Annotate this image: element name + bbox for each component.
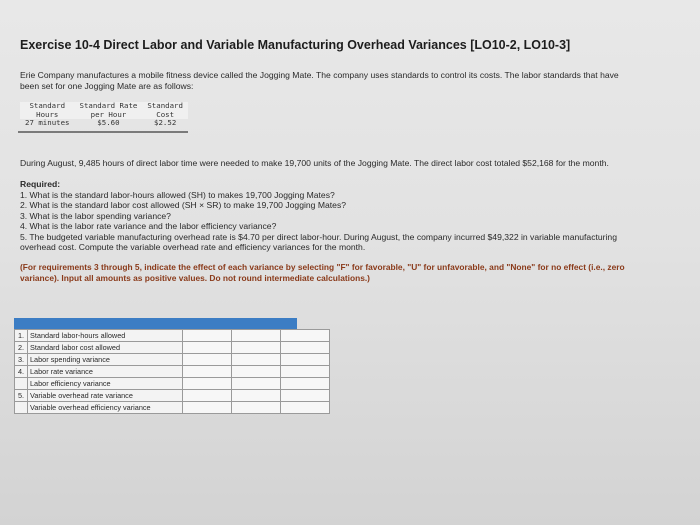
std-hours-value: 27 minutes bbox=[25, 118, 70, 127]
standards-table bbox=[20, 102, 188, 130]
row-number bbox=[15, 378, 28, 390]
std-header-hours-1: Standard bbox=[29, 101, 66, 110]
instruction-text: (For requirements 3 through 5, indicate the effect of each variance by selecting "F" for favorable, "U" for unfavorable, and "None" for no effect (i.e., zero variance). Input all amounts as positive values. Do not round intermediate calculations.) bbox=[20, 262, 625, 283]
requirement-item: 5. The budgeted variable manufacturing overhead rate is $4.70 per direct labor-hour. During August, the company incurred $49,322 in variable manufacturing overhead cost. Compute the variable overhead rate and efficiency variances for the month. bbox=[20, 231, 617, 253]
row-label: Labor efficiency variance bbox=[28, 378, 183, 390]
std-header-rate-2: per Hour bbox=[90, 109, 127, 119]
answer-table bbox=[14, 329, 330, 414]
effect-select[interactable] bbox=[232, 366, 281, 378]
effect-select[interactable] bbox=[232, 378, 281, 390]
extra-input[interactable] bbox=[281, 366, 330, 378]
intro-paragraph: Erie Company manufactures a mobile fitness device called the Jogging Mate. The company uses standards to control its costs. The labor standards that have been set for one Jogging Mate are as follows: bbox=[20, 70, 619, 91]
requirement-item: 4. What is the labor rate variance and the labor efficiency variance? bbox=[20, 221, 277, 232]
effect-select[interactable] bbox=[232, 354, 281, 366]
row-number: 5. bbox=[15, 390, 28, 402]
std-header-cost-2: Cost bbox=[156, 109, 175, 119]
table-row bbox=[15, 390, 330, 402]
effect-select[interactable] bbox=[232, 390, 281, 402]
table-row bbox=[15, 342, 330, 354]
std-cost-value: $2.52 bbox=[154, 118, 177, 127]
table-row bbox=[15, 366, 330, 378]
row-label: Labor rate variance bbox=[28, 366, 183, 378]
required-heading: Required: bbox=[20, 178, 61, 189]
amount-input[interactable] bbox=[183, 354, 232, 366]
extra-input[interactable] bbox=[281, 402, 330, 414]
row-number: 3. bbox=[15, 354, 28, 366]
august-paragraph: During August, 9,485 hours of direct labor time were needed to make 19,700 units of the Jogging Mate. The direct labor cost totaled $52,168 for the month. bbox=[20, 157, 609, 168]
extra-input[interactable] bbox=[281, 342, 330, 354]
row-number: 1. bbox=[15, 330, 28, 342]
standards-table-wrap bbox=[18, 102, 188, 133]
amount-input[interactable] bbox=[183, 330, 232, 342]
table-row bbox=[15, 330, 330, 342]
requirements-list bbox=[20, 190, 625, 254]
table-row bbox=[15, 354, 330, 366]
extra-input[interactable] bbox=[281, 390, 330, 402]
row-number: 4. bbox=[15, 366, 28, 378]
effect-select[interactable] bbox=[232, 342, 281, 354]
requirement-item: 3. What is the labor spending variance? bbox=[20, 210, 171, 221]
std-rate-value: $5.60 bbox=[97, 118, 120, 127]
amount-input[interactable] bbox=[183, 402, 232, 414]
amount-input[interactable] bbox=[183, 366, 232, 378]
row-number bbox=[15, 402, 28, 414]
row-label: Variable overhead efficiency variance bbox=[28, 402, 183, 414]
page-title: Exercise 10-4 Direct Labor and Variable Manufacturing Overhead Variances [LO10-2, LO10-3] bbox=[20, 38, 571, 52]
extra-input[interactable] bbox=[281, 330, 330, 342]
exercise-page bbox=[18, 38, 658, 283]
requirement-item: 2. What is the standard labor cost allowed (SH × SR) to make 19,700 Jogging Mates? bbox=[20, 200, 347, 211]
std-header-hours-2: Hours bbox=[36, 109, 59, 119]
answer-table-header bbox=[14, 318, 297, 329]
amount-input[interactable] bbox=[183, 390, 232, 402]
std-header-cost-1: Standard bbox=[147, 101, 183, 110]
requirement-item: 1. What is the standard labor-hours allowed (SH) to makes 19,700 Jogging Mates? bbox=[20, 189, 335, 200]
std-header-rate-1: Standard Rate bbox=[79, 101, 138, 110]
row-number: 2. bbox=[15, 342, 28, 354]
row-label: Standard labor-hours allowed bbox=[28, 330, 183, 342]
row-label: Labor spending variance bbox=[28, 354, 183, 366]
table-row bbox=[15, 378, 330, 390]
effect-select[interactable] bbox=[232, 402, 281, 414]
amount-input[interactable] bbox=[183, 378, 232, 390]
extra-input[interactable] bbox=[281, 354, 330, 366]
extra-input[interactable] bbox=[281, 378, 330, 390]
row-label: Standard labor cost allowed bbox=[28, 342, 183, 354]
effect-select[interactable] bbox=[232, 330, 281, 342]
table-row bbox=[15, 402, 330, 414]
amount-input[interactable] bbox=[183, 342, 232, 354]
row-label: Variable overhead rate variance bbox=[28, 390, 183, 402]
